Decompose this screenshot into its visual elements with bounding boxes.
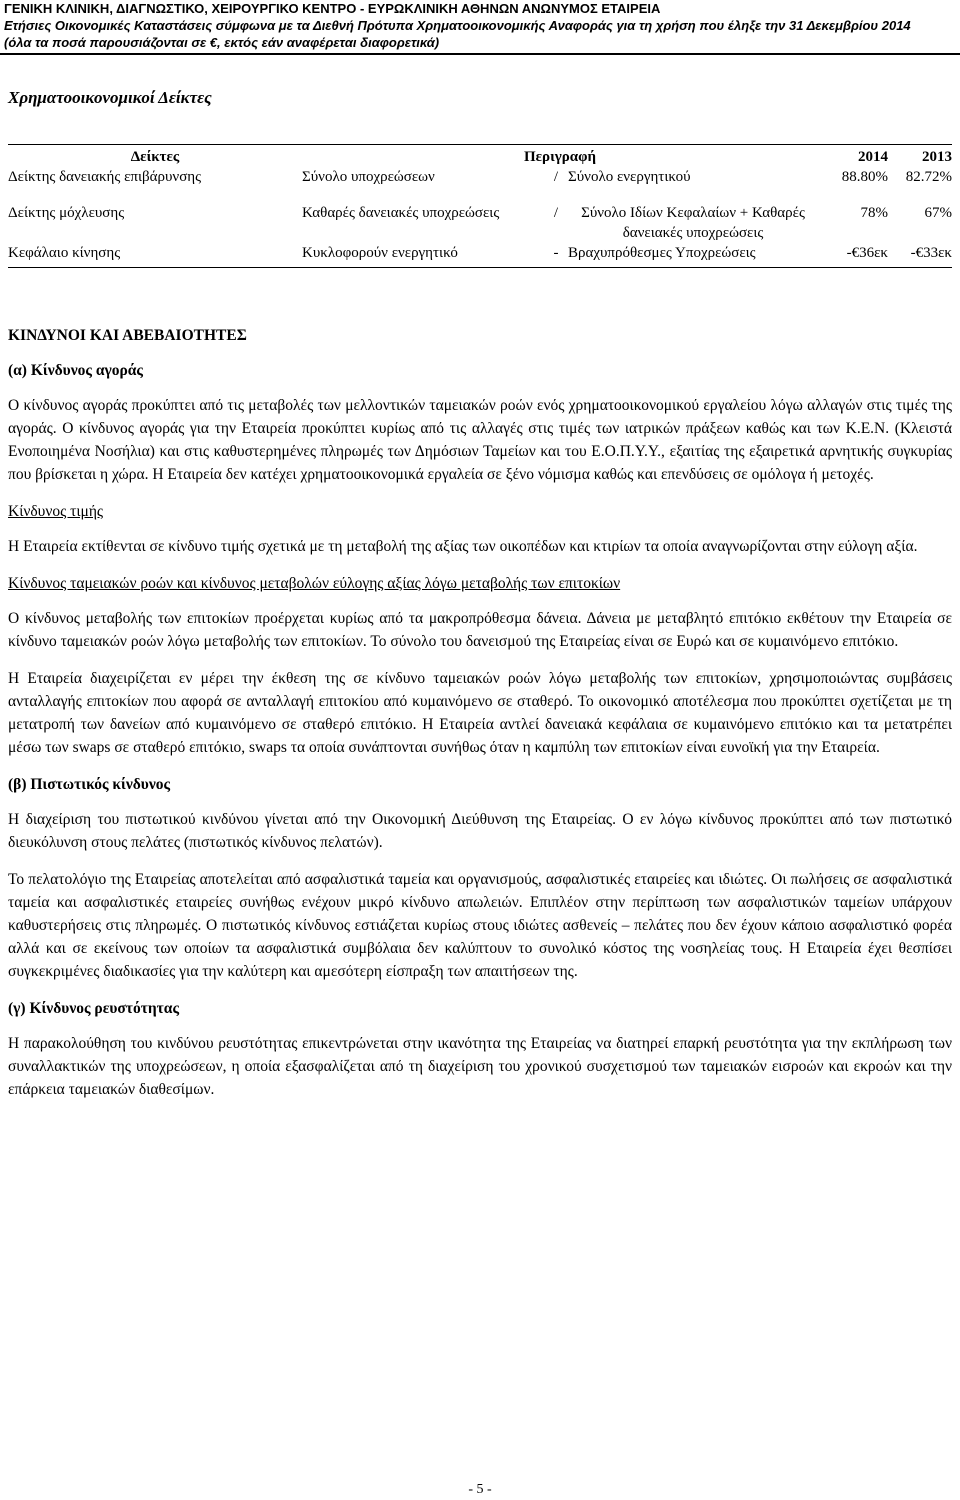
row-op: / — [553, 205, 559, 221]
row-right: Σύνολο Ιδίων Κεφαλαίων + Καθαρές δανειακές υποχρεώσεις — [581, 205, 805, 241]
row-right: Βραχυπρόθεσμες Υποχρεώσεις — [568, 243, 818, 268]
section-title: Χρηματοοικονομικοί Δείκτες — [8, 88, 212, 107]
header-currency-note: (όλα τα ποσά παρουσιάζονται σε €, εκτός εάν αναφέρεται διαφορετικά) — [4, 35, 440, 50]
row-2014: -€36εκ — [818, 243, 888, 268]
cashflow-risk-paragraph-1: Ο κίνδυνος μεταβολής των επιτοκίων προέρχεται κυρίως από τα μακροπρόθεσμα δάνεια. Δάνεια με μεταβλητό επιτόκιο εκθέτουν την Εταιρεία σε κίνδυνο ταμειακών ροών λόγω μεταβολής των επιτοκίων. Το σύνολο του δανεισμού της Εταιρείας είναι σε Ευρώ και σε κυμαινόμενο επιτόκιο. — [8, 610, 952, 650]
header-subtitle: Ετήσιες Οικονομικές Καταστάσεις σύμφωνα με τα Διεθνή Πρότυπα Χρηματοοικονομικής Αναφοράς για τη χρήση που έληξε την 31 Δεκεμβρίου 2014 — [4, 18, 911, 33]
row-2014: 88.80% — [841, 169, 888, 185]
row-left: Κυκλοφορούν ενεργητικό — [302, 243, 544, 268]
credit-risk-heading: (β) Πιστωτικός κίνδυνος — [8, 776, 171, 793]
row-2014: 78% — [860, 205, 888, 221]
row-name: Κεφάλαιο κίνησης — [8, 243, 302, 268]
row-right: Σύνολο ενεργητικού — [568, 169, 691, 185]
market-risk-heading: (α) Κίνδυνος αγοράς — [8, 362, 143, 379]
header-2014: 2014 — [818, 145, 888, 168]
page-number: - 5 - — [468, 1482, 492, 1497]
cashflow-risk-heading: Κίνδυνος ταμειακών ροών και κίνδυνος μεταβολών εύλογης αξίας λόγω μεταβολής των επιτοκίων — [8, 575, 621, 592]
price-risk-heading: Κίνδυνος τιμής — [8, 503, 104, 520]
row-name: Δείκτης μόχλευσης — [8, 205, 125, 221]
table-row — [8, 243, 952, 268]
header-2013: 2013 — [888, 145, 952, 168]
market-risk-paragraph: Ο κίνδυνος αγοράς προκύπτει από τις μεταβολές των μελλοντικών ταμειακών ροών ενός χρηματοοικονομικού εργαλείου λόγω αλλαγών στις τιμές της αγοράς. Ο κίνδυνος αγοράς για την Εταιρεία προκύπτει κυρίως από τις αλλαγές στις τιμές των ιατρικών πράξεων καθώς και των Κ.Ε.Ν. (Κλειστά Ενοποιημένα Νοσήλια) και στις καθυστερημένες πληρωμές των Δημόσιων Ταμείων και του Ε.Ο.Π.Υ.Υ., εξαιτίας της εξαιρετικά αρνητικής συγκυρίας που βρίσκεται η χώρα. Η Εταιρεία δεν κατέχει χρηματοοικονομικά εργαλεία σε ξένο νόμισμα καθώς και επενδύσεις σε ομόλογα ή μετοχές. — [8, 397, 952, 483]
liquidity-risk-paragraph: Η παρακολούθηση του κινδύνου ρευστότητας επικεντρώνεται στην ικανότητα της Εταιρείας να διατηρεί επαρκή ρευστότητα για την εκπλήρωση των συναλλακτικών της υποχρεώσεων, η οποία εξασφαλίζεται από τη διαχείριση του χρονικού συσχετισμού των ταμειακών εισροών και εκροών και την επάρκεια ταμειακών διαθεσίμων. — [8, 1035, 952, 1098]
table-row — [8, 187, 952, 243]
credit-risk-paragraph-2: Το πελατολόγιο της Εταιρείας αποτελείται από ασφαλιστικά ταμεία και οργανισμούς, ασφαλιστικές εταιρείες και ιδιώτες. Οι πωλήσεις σε ασφαλιστικά ταμεία και ασφαλιστικές εταιρείες συνήθως ενέχουν μικρό κίνδυνο απωλειών. Επιπλέον στην περίπτωση των ασφαλιστικών ταμείων υπάρχουν καθυστερήσεις στις πληρωμές. Ο πιστωτικός κίνδυνος εστιάζεται κυρίως στους ιδιώτες ασθενείς – πελάτες που δεν έχουν κάποιο ασφαλιστικό φορέα αλλά και σε εκείνους των οποίων τα ασφαλιστικά συμβόλαια δεν καλύπτουν το συνολικό κόστος της νοσηλείας τους. Η Εταιρεία έχει θεσπίσει συγκεκριμένες διαδικασίες για την καλύτερη και αμεσότερη είσπραξη των απαιτήσεων της. — [8, 871, 952, 980]
header-description: Περιγραφή — [302, 145, 818, 168]
row-left: Σύνολο υποχρεώσεων — [302, 169, 435, 185]
table-header-row — [8, 145, 952, 168]
row-2013: -€33εκ — [888, 243, 952, 268]
credit-risk-paragraph-1: Η διαχείριση του πιστωτικού κινδύνου γίνεται από την Οικονομική Διεύθυνση της Εταιρείας. Ο εν λόγω κίνδυνος προκύπτει από των πιστωτικό διευκόλυνση στους πελάτες (πιστωτικός κίνδυνος πελατών). — [8, 811, 952, 851]
row-2013: 67% — [924, 205, 952, 221]
row-op: - — [544, 243, 568, 268]
header-company: ΓΕΝΙΚΗ ΚΛΙΝΙΚΗ, ΔΙΑΓΝΩΣΤΙΚΟ, ΧΕΙΡΟΥΡΓΙΚΟ ΚΕΝΤΡΟ - ΕΥΡΩΚΛΙΝΙΚΗ ΑΘΗΝΩΝ ΑΝΩΝΥΜΟΣ ΕΤΑΙΡΕΙΑ — [4, 1, 661, 16]
risks-title: ΚΙΝΔΥΝΟΙ ΚΑΙ ΑΒΕΒΑΙΟΤΗΤΕΣ — [8, 327, 247, 344]
financial-ratios-table — [8, 144, 952, 268]
liquidity-risk-heading: (γ) Κίνδυνος ρευστότητας — [8, 1000, 179, 1017]
price-risk-paragraph: Η Εταιρεία εκτίθενται σε κίνδυνο τιμής σχετικά με τη μεταβολή της αξίας των οικοπέδων και κτιρίων τα οποία αναγνωρίζονται στην εύλογη αξία. — [8, 538, 918, 555]
cashflow-risk-paragraph-2: Η Εταιρεία διαχειρίζεται εν μέρει την έκθεση της σε κίνδυνο ταμειακών ροών λόγω μεταβολής των επιτοκίων, χρησιμοποιώντας συμβάσεις ανταλλαγής επιτοκίων που αφορά σε ανταλλαγή επιτοκίου από κυμαινόμενο σε σταθερό. Το οικονομικό αποτέλεσμα που προκύπτει σχετίζεται με τη μετατροπή των δανείων από κυμαινόμενο σε σταθερό επιτόκιο. Η Εταιρεία αντλεί δανειακά κεφάλαια σε κυμαινόμενο επιτόκιο και τα μετατρέπει μέσω των swaps σε σταθερό επιτόκιο, swaps τα οποία συνάπτονται συνήθως όταν η καμπύλη των επιτοκίων είναι ευνοϊκή για την Εταιρεία. — [8, 670, 952, 756]
table-row — [8, 167, 952, 187]
page-header — [0, 0, 960, 52]
header-divider — [0, 53, 960, 55]
row-op: / — [553, 169, 559, 185]
risks-section — [8, 324, 952, 1115]
row-left: Καθαρές δανειακές υποχρεώσεις — [302, 205, 500, 221]
row-name: Δείκτης δανειακής επιβάρυνσης — [8, 169, 202, 185]
header-indicator: Δείκτες — [8, 145, 302, 168]
row-2013: 82.72% — [905, 169, 952, 185]
